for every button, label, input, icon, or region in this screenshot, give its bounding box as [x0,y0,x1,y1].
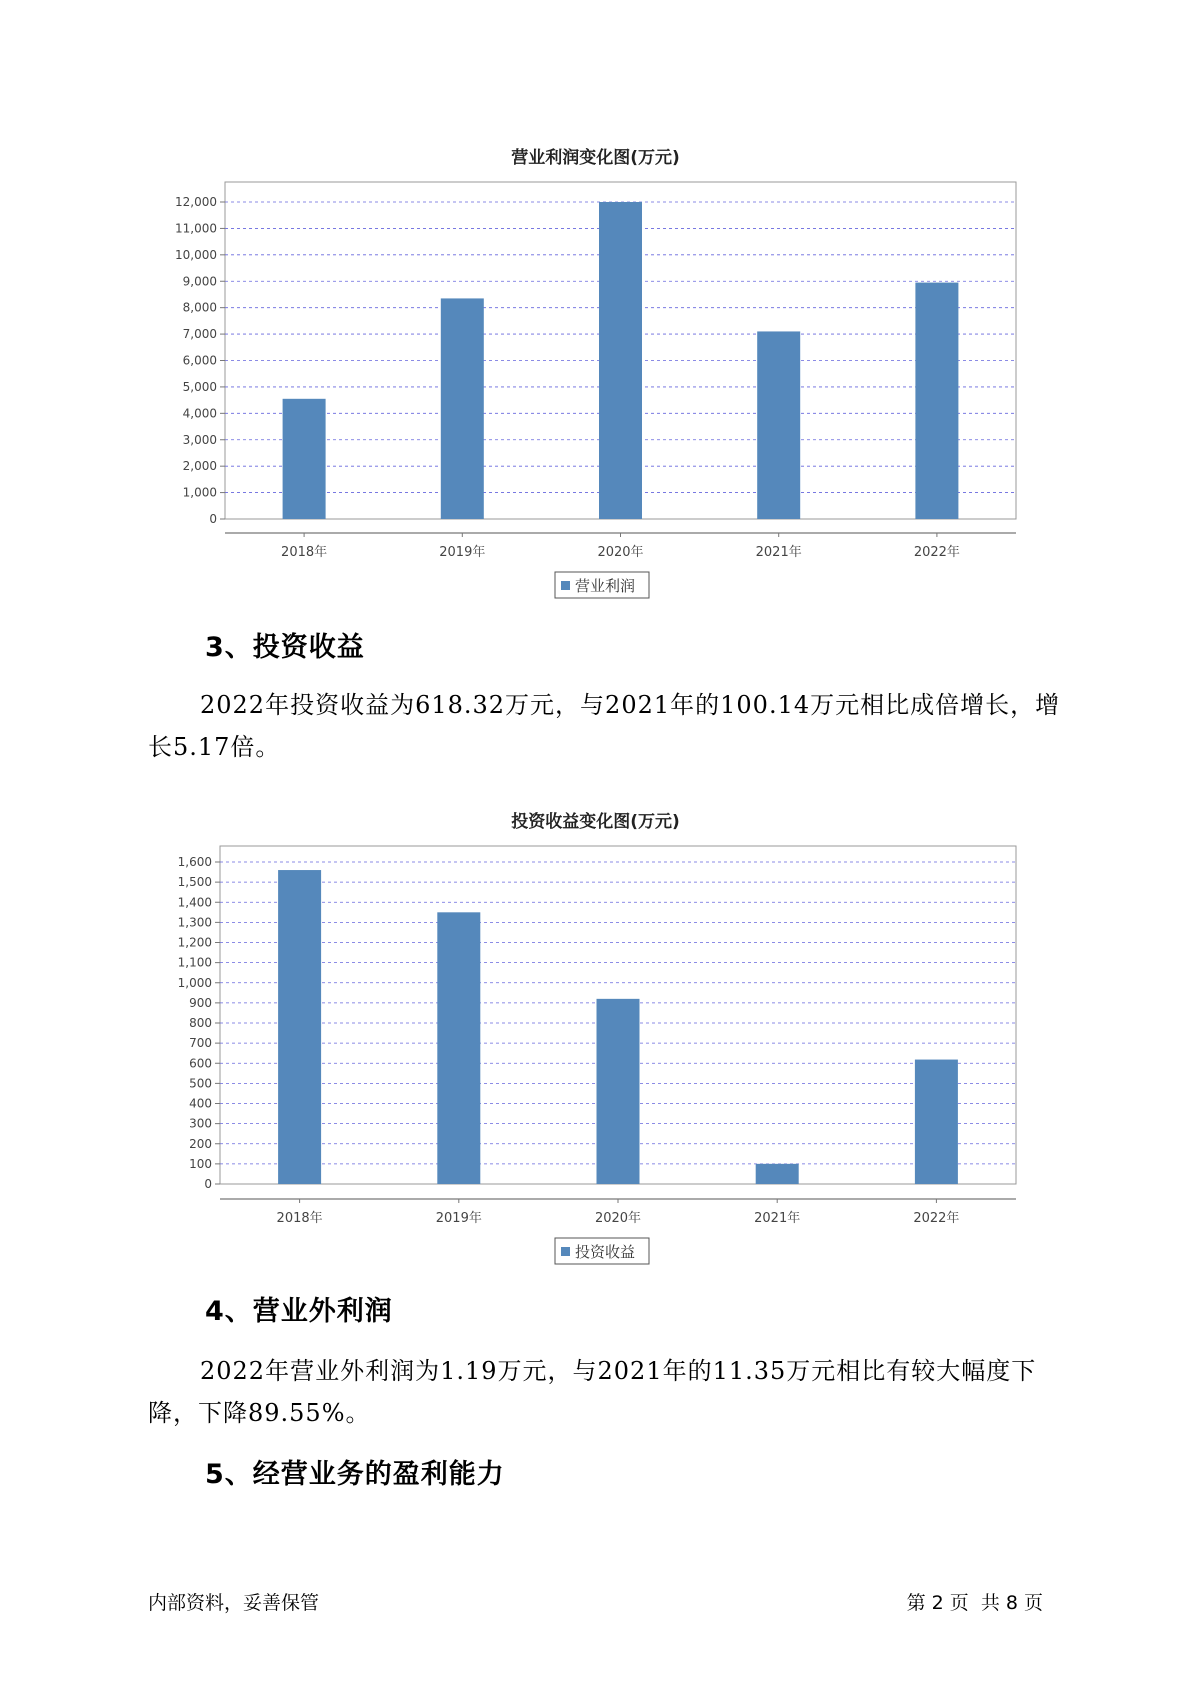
section-4-paragraph: 2022年营业外利润为1.19万元，与2021年的11.35万元相比有较大幅度下降，下降89.55%。 [148,1357,1037,1427]
y-tick-label: 12,000 [175,195,217,209]
x-tick-label: 2022年 [913,545,960,560]
x-tick-label: 2022年 [913,1211,960,1226]
y-tick-label: 10,000 [175,247,217,262]
legend-label: 营业利润 [575,577,636,595]
legend [555,1238,649,1264]
y-tick-label: 3,000 [182,432,217,447]
y-tick-label: 7,000 [182,327,217,342]
y-tick-label: 100 [189,1156,212,1171]
chart-title-investment-income: 投资收益变化图(万元) [511,812,680,832]
x-tick-label: 2021年 [755,545,802,560]
y-tick-label: 0 [204,1177,212,1191]
x-tick-label: 2019年 [435,1211,482,1226]
section-3-heading: 3、投资收益 [205,632,365,663]
section-5-heading: 5、经营业务的盈利能力 [205,1459,505,1490]
y-tick-label: 8,000 [182,300,217,315]
x-tick-label: 2018年 [276,1211,323,1226]
bar-2021年 [756,1164,799,1184]
bar-2022年 [915,1060,958,1184]
y-tick-label: 300 [189,1116,212,1131]
legend-label: 投资收益 [575,1243,636,1261]
bar-2019年 [437,912,480,1184]
y-tick-label: 9,000 [182,274,217,289]
y-tick-label: 400 [189,1096,212,1111]
y-tick-label: 700 [189,1036,212,1051]
y-tick-label: 900 [189,995,212,1010]
bar-2018年 [278,870,321,1184]
x-tick-label: 2020年 [594,1211,642,1226]
y-tick-label: 1,200 [177,935,212,950]
x-tick-label: 2019年 [439,545,486,560]
y-tick-label: 1,600 [177,855,212,869]
footer-confidential-note: 内部资料，妥善保管 [148,1592,320,1614]
y-tick-label: 1,000 [177,975,212,990]
y-tick-label: 1,000 [182,485,217,500]
bar-2020年 [597,999,640,1184]
x-tick-label: 2021年 [754,1211,801,1226]
chart-title-operating-profit: 营业利润变化图(万元) [511,148,680,168]
y-tick-label: 200 [189,1136,212,1151]
x-tick-label: 2018年 [281,545,328,560]
y-tick-label: 1,300 [177,915,212,930]
y-tick-label: 1,400 [177,895,212,910]
y-tick-label: 1,500 [177,875,212,890]
y-tick-label: 6,000 [182,353,217,368]
section-3-paragraph: 2022年投资收益为618.32万元，与2021年的100.14万元相比成倍增长，增长5.17倍。 [148,691,1061,761]
section-4-heading: 4、营业外利润 [205,1296,393,1327]
y-tick-label: 11,000 [175,221,217,236]
y-tick-label: 800 [189,1016,212,1030]
footer-page-number: 第 2 页 共 8 页 [906,1592,1043,1614]
y-tick-label: 0 [209,512,217,526]
y-tick-label: 600 [189,1056,212,1071]
y-tick-label: 1,100 [177,955,212,970]
x-tick-label: 2020年 [597,545,644,560]
y-tick-label: 2,000 [182,459,217,474]
y-tick-label: 500 [189,1076,212,1091]
legend-swatch [561,1247,570,1256]
y-tick-label: 4,000 [182,406,217,421]
y-tick-label: 5,000 [182,379,217,394]
